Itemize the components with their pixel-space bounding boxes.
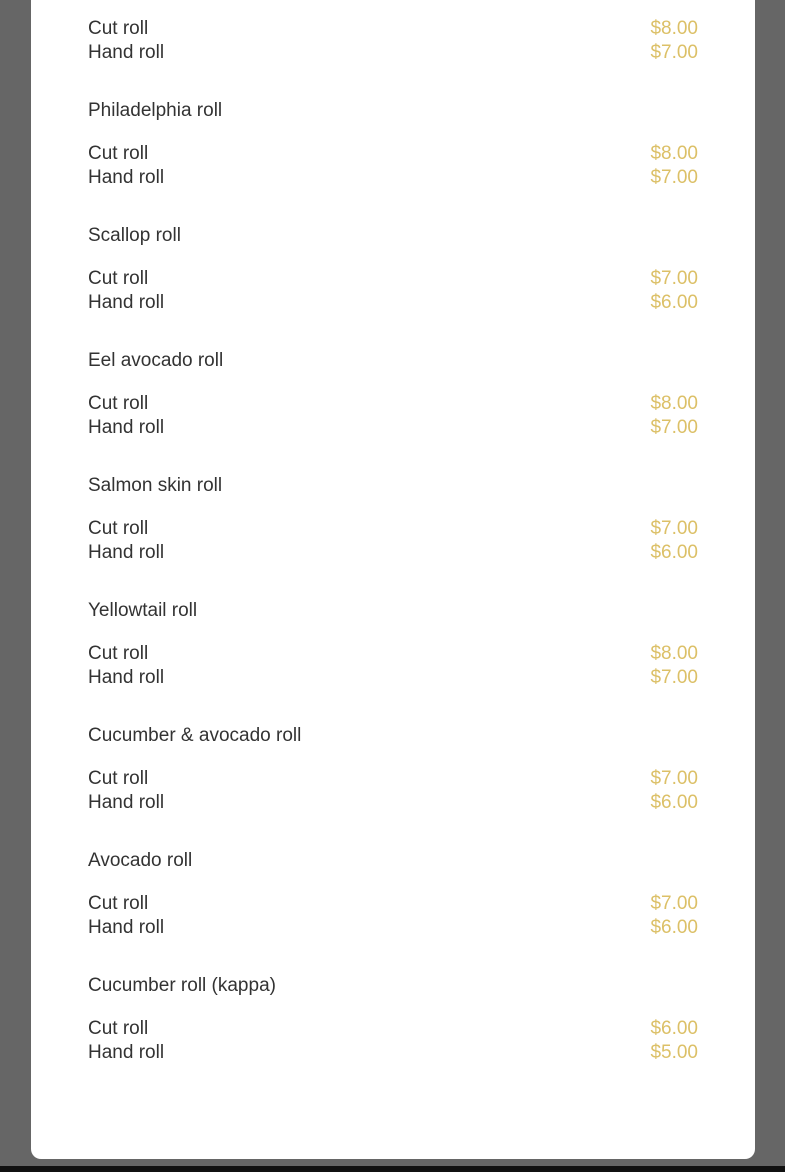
item-label: Hand roll xyxy=(88,667,165,688)
item-price: $8.00 xyxy=(650,18,698,39)
bottom-bar xyxy=(0,1166,785,1172)
menu-card xyxy=(31,0,755,1159)
menu-row xyxy=(88,892,698,916)
menu-row xyxy=(88,791,698,815)
menu-row xyxy=(88,916,698,940)
item-label: Hand roll xyxy=(88,417,165,438)
item-label: Cut roll xyxy=(88,768,149,789)
item-price: $8.00 xyxy=(650,393,698,414)
item-price: $7.00 xyxy=(650,667,698,688)
menu-row xyxy=(88,541,698,565)
item-price: $6.00 xyxy=(650,542,698,563)
menu-row xyxy=(88,291,698,315)
menu-row xyxy=(88,1017,698,1041)
menu-group-yellowtail xyxy=(88,599,698,690)
group-title: Scallop roll xyxy=(88,225,181,246)
menu-row xyxy=(88,416,698,440)
item-price: $7.00 xyxy=(650,417,698,438)
item-price: $8.00 xyxy=(650,143,698,164)
group-title: Avocado roll xyxy=(88,850,193,871)
item-price: $6.00 xyxy=(650,792,698,813)
item-price: $7.00 xyxy=(650,167,698,188)
item-price: $8.00 xyxy=(650,643,698,664)
group-title: Cucumber & avocado roll xyxy=(88,725,302,746)
menu-row xyxy=(88,142,698,166)
item-price: $6.00 xyxy=(650,1018,698,1039)
item-label: Cut roll xyxy=(88,518,149,539)
menu-group-top xyxy=(88,17,698,65)
menu-list xyxy=(88,17,698,1065)
menu-row xyxy=(88,1041,698,1065)
menu-row xyxy=(88,267,698,291)
item-label: Cut roll xyxy=(88,893,149,914)
item-price: $7.00 xyxy=(650,893,698,914)
menu-row xyxy=(88,392,698,416)
group-title: Eel avocado roll xyxy=(88,350,224,371)
menu-row xyxy=(88,666,698,690)
menu-row xyxy=(88,517,698,541)
menu-row xyxy=(88,642,698,666)
item-label: Cut roll xyxy=(88,268,149,289)
item-price: $5.00 xyxy=(650,1042,698,1063)
item-price: $7.00 xyxy=(650,768,698,789)
menu-group-eel-avocado xyxy=(88,349,698,440)
item-label: Hand roll xyxy=(88,42,165,63)
item-label: Cut roll xyxy=(88,18,149,39)
menu-group-scallop xyxy=(88,224,698,315)
group-title: Yellowtail roll xyxy=(88,600,198,621)
item-label: Hand roll xyxy=(88,792,165,813)
menu-row xyxy=(88,41,698,65)
item-price: $6.00 xyxy=(650,292,698,313)
menu-group-philadelphia xyxy=(88,99,698,190)
item-label: Hand roll xyxy=(88,917,165,938)
item-label: Hand roll xyxy=(88,1042,165,1063)
group-title: Cucumber roll (kappa) xyxy=(88,975,276,996)
item-price: $7.00 xyxy=(650,268,698,289)
item-label: Cut roll xyxy=(88,643,149,664)
item-label: Hand roll xyxy=(88,542,165,563)
item-price: $7.00 xyxy=(650,518,698,539)
item-label: Cut roll xyxy=(88,393,149,414)
group-title: Salmon skin roll xyxy=(88,475,223,496)
item-price: $6.00 xyxy=(650,917,698,938)
item-label: Cut roll xyxy=(88,143,149,164)
menu-row xyxy=(88,166,698,190)
menu-group-salmon-skin xyxy=(88,474,698,565)
item-label: Hand roll xyxy=(88,292,165,313)
item-price: $7.00 xyxy=(650,42,698,63)
menu-group-cucumber-kappa xyxy=(88,974,698,1065)
item-label: Cut roll xyxy=(88,1018,149,1039)
menu-group-avocado xyxy=(88,849,698,940)
menu-row xyxy=(88,767,698,791)
menu-group-cucumber-avocado xyxy=(88,724,698,815)
item-label: Hand roll xyxy=(88,167,165,188)
group-title: Philadelphia roll xyxy=(88,100,223,121)
menu-row xyxy=(88,17,698,41)
